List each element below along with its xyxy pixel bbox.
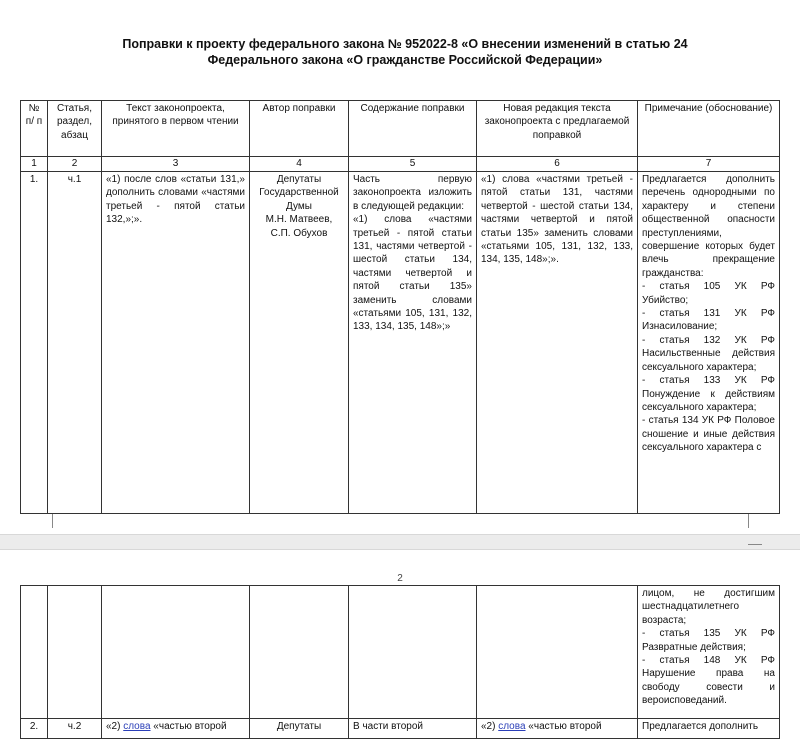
author-line: Депутаты Государственной Думы xyxy=(259,174,339,212)
amendments-table-continued xyxy=(20,585,780,739)
empty-cell xyxy=(250,586,349,719)
bill-text-rest: «частью второй xyxy=(153,721,227,732)
empty-cell xyxy=(102,586,250,719)
row-new-text: «1) слова «частями третьей - пятой статьи 131, частями четвертой - шестой статьи 134, частями четвертой и пятой статьи 135» заменить словами «статьями 105, 131, 132, 133, 134, 135, 148»;». xyxy=(477,172,638,514)
new-text-prefix: «2) xyxy=(481,721,496,732)
header-new-text: Новая редакция текста законопроекта с предлагаемой поправкой xyxy=(477,101,638,157)
note-item: - статья 105 УК РФ Убийство; xyxy=(642,281,775,306)
note-item: - статья 135 УК РФ Развратные действия; xyxy=(642,628,775,653)
table-row xyxy=(21,172,780,514)
note-item: - статья 132 УК РФ Насильственные действия сексуального характера; xyxy=(642,334,775,373)
row-note xyxy=(638,172,780,514)
row-num: 2. xyxy=(21,719,48,739)
title-line-2: Федерального закона «О гражданстве Российской Федерации» xyxy=(207,53,603,67)
header-bill-text: Текст законопроекта, принятого в первом чтении xyxy=(102,101,250,157)
title-line-1: Поправки к проекту федерального закона № 952022-8 «О внесении изменений в статью 24 xyxy=(122,37,688,51)
row-author: Депутаты xyxy=(250,719,349,739)
empty-cell xyxy=(48,586,102,719)
row-note-continued xyxy=(638,586,780,719)
header-row xyxy=(21,101,780,157)
row-author xyxy=(250,172,349,514)
row-note: Предлагается дополнить xyxy=(638,719,780,739)
new-text-rest: «частью второй xyxy=(528,721,602,732)
page-separator xyxy=(0,534,800,550)
crop-mark xyxy=(748,544,762,545)
column-number-row xyxy=(21,157,780,172)
content-intro: Часть первую законопроекта изложить в следующей редакции: xyxy=(353,174,472,212)
column-number: 3 xyxy=(102,157,250,172)
empty-cell xyxy=(477,586,638,719)
new-text-link[interactable]: слова xyxy=(498,721,526,732)
empty-cell xyxy=(21,586,48,719)
note-item: - статья 148 УК РФ Нарушение права на свободу совести и вероисповеданий. xyxy=(642,655,775,707)
note-intro: Предлагается дополнить перечень однородными по характеру и степени общественной опасности преступлениями, совершение которых будет влечь прекращение гражданства: xyxy=(642,174,775,279)
page-number: 2 xyxy=(397,573,403,584)
header-note: Примечание (обоснование) xyxy=(638,101,780,157)
amendments-table xyxy=(20,100,780,514)
empty-cell xyxy=(349,586,477,719)
row-num: 1. xyxy=(21,172,48,514)
row-content xyxy=(349,172,477,514)
bill-text-prefix: «2) xyxy=(106,721,121,732)
header-content: Содержание поправки xyxy=(349,101,477,157)
author-line: М.Н. Матвеев, xyxy=(265,214,333,226)
header-author: Автор поправки xyxy=(250,101,349,157)
note-continuation: лицом, не достигшим шестнадцатилетнего возраста; xyxy=(642,588,775,626)
note-item: - статья 133 УК РФ Понуждение к действиям сексуального характера; xyxy=(642,375,775,413)
header-article: Статья, раздел, абзац xyxy=(48,101,102,157)
note-item: - статья 131 УК РФ Изнасилование; xyxy=(642,308,775,333)
document-title xyxy=(60,36,750,68)
author-line: С.П. Обухов xyxy=(270,227,328,239)
crop-mark xyxy=(748,514,749,528)
column-number: 2 xyxy=(48,157,102,172)
row-article: ч.1 xyxy=(48,172,102,514)
row-article: ч.2 xyxy=(48,719,102,739)
column-number: 4 xyxy=(250,157,349,172)
header-num: № п/ п xyxy=(21,101,48,157)
column-number: 7 xyxy=(638,157,780,172)
row-content: В части второй xyxy=(349,719,477,739)
note-item: - статья 134 УК РФ Половое сношение и иные действия сексуального характера с xyxy=(642,415,775,454)
crop-mark xyxy=(52,514,53,528)
row-bill-text: «1) после слов «статьи 131,» дополнить словами «частями третьей - пятой статьи 132,»;». xyxy=(102,172,250,514)
column-number: 6 xyxy=(477,157,638,172)
content-body: «1) слова «частями третьей - пятой статьи 131, частями четвертой - шестой статьи 134, частями четвертой и пятой статьи 135» заменить словами «статьями 105, 131, 132, 133, 134, 135, 148»;» xyxy=(353,214,472,333)
bill-text-link[interactable]: слова xyxy=(123,721,151,732)
table-row xyxy=(21,586,780,719)
column-number: 5 xyxy=(349,157,477,172)
column-number: 1 xyxy=(21,157,48,172)
